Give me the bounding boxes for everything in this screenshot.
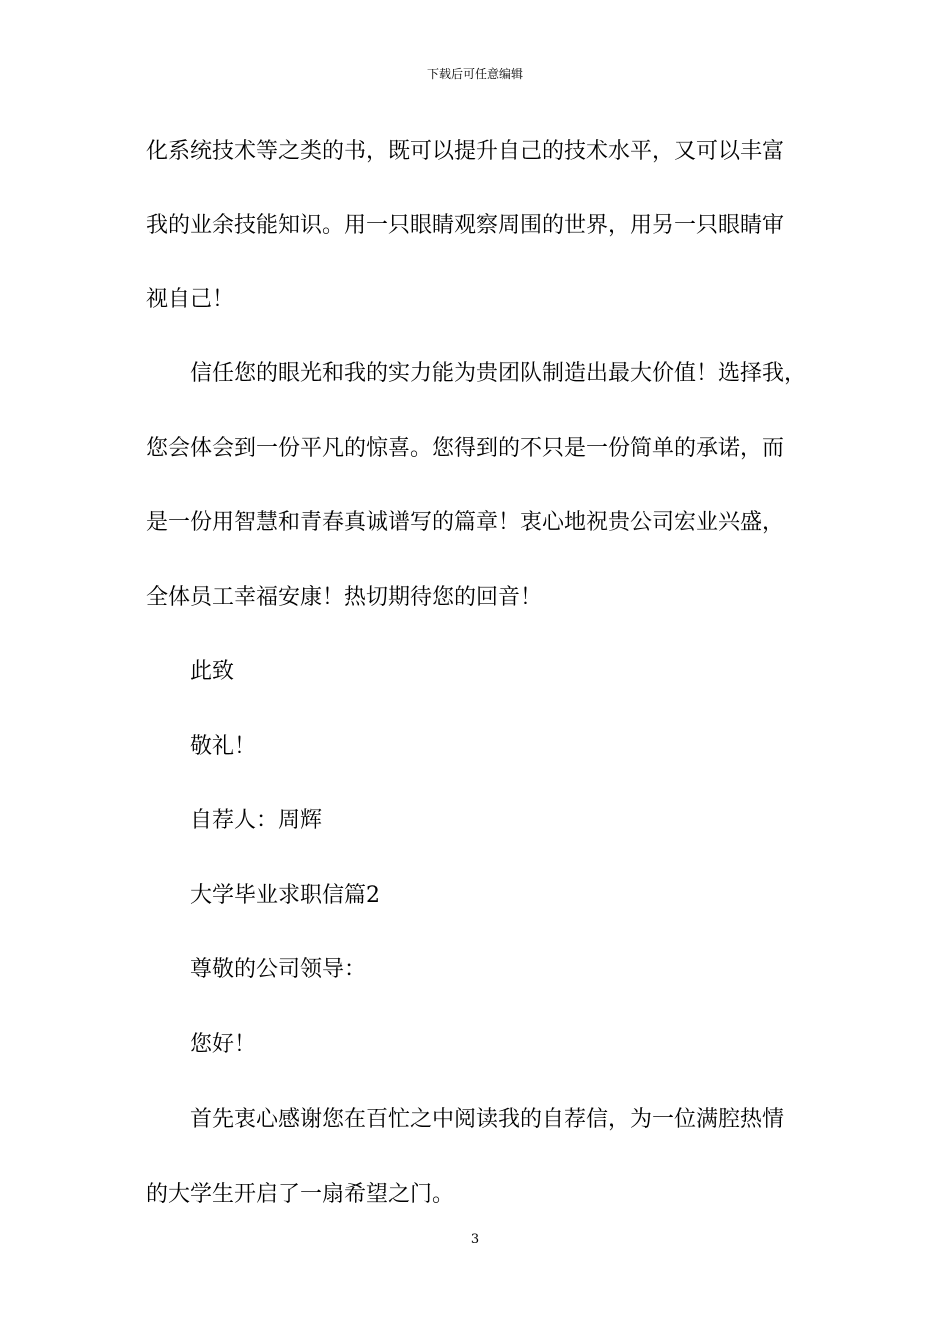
body-line: 全体员工幸福安康！热切期待您的回音！ [146, 585, 543, 610]
body-line: 信任您的眼光和我的实力能为贵团队制造出最大价值！选择我， [190, 361, 807, 386]
page-header: 下载后可任意编辑 [426, 67, 523, 81]
signature: 自荐人：周辉 [190, 808, 323, 833]
section-title: 大学毕业求职信篇2 [190, 883, 380, 908]
body-line: 的大学生开启了一扇希望之门。 [146, 1182, 455, 1207]
closing-phrase: 此致 [190, 659, 235, 684]
page-number: 3 [470, 1232, 480, 1247]
greeting: 尊敬的公司领导： [190, 957, 367, 982]
body-line: 视自己！ [146, 287, 235, 312]
body-line: 首先衷心感谢您在百忙之中阅读我的自荐信，为一位满腔热情 [190, 1107, 785, 1132]
closing-salutation: 敬礼！ [190, 734, 257, 759]
body-line: 是一份用智慧和青春真诚谱写的篇章！衷心地祝贵公司宏业兴盛， [146, 510, 785, 535]
body-line: 您会体会到一份平凡的惊喜。您得到的不只是一份简单的承诺，而 [146, 436, 785, 461]
body-line: 我的业余技能知识。用一只眼睛观察周围的世界，用另一只眼睛审 [146, 213, 785, 238]
body-line: 化系统技术等之类的书，既可以提升自己的技术水平，又可以丰富 [146, 139, 785, 164]
greeting-line: 您好！ [190, 1032, 257, 1057]
